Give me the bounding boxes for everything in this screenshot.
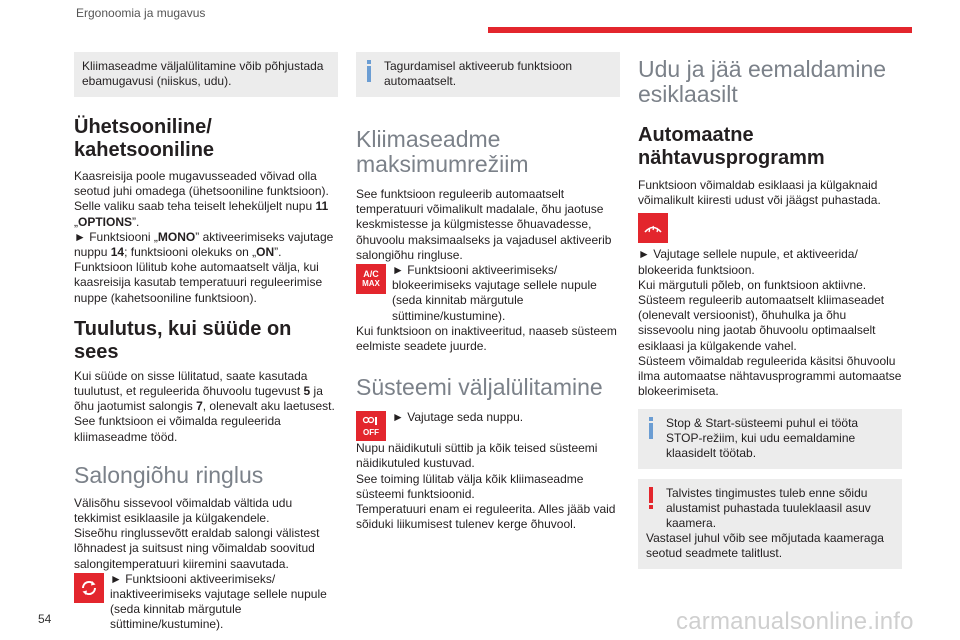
paragraph: ► Funktsiooni aktiveerimiseks/ inaktiveerimiseks vajutage sellele nupule (seda kinnitab märgutule süttimine/kustumine). [110,571,327,632]
paragraph: Kui märgutuli põleb, on funktsioon aktiivne. [638,277,867,292]
warning-icon [647,487,655,509]
ac-max-icon: A/C MAX [356,264,386,294]
climate-off-icon: OFF [356,411,386,441]
section-title: Kliimaseadme maksimumrežiim [356,126,529,177]
paragraph: See toiming lülitab välja kõik kliimaseadme süsteemi funktsioonid. [356,471,584,501]
section-title: Automaatne nähtavusprogramm [638,124,825,169]
column-2 [356,52,620,532]
info-icon [365,60,373,82]
recirculation-icon [74,573,104,603]
paragraph: Nupu näidikutuli süttib ja kõik teised süsteemi näidikutuled kustuvad. [356,441,598,471]
section-title: Süsteemi väljalülitamine [356,374,603,401]
header-accent-bar [488,27,912,33]
note-text: Vastasel juhul võib see mõjutada kaameraga seotud seadmete talitlust. [646,531,884,561]
section-title: Udu ja jää eemaldamine esiklaasilt [638,56,887,107]
paragraph: Kui süüde on sisse lülitatud, saate kasutada tuulutust, et reguleerida õhuvoolu tugevust 5 ja õhu jaotumist salongis 7, olenevalt aku laetusest. [74,368,335,414]
paragraph: Süsteem võimaldab reguleerida käsitsi õhuvoolu ilma automaatse nähtavusprogrammi automaatse blokeerimiseta. [638,353,902,399]
column-3 [638,52,902,569]
paragraph: See funktsioon ei võimalda reguleerida kliimaseadme tööd. [74,414,281,444]
info-note-box [638,409,902,469]
paragraph: Välisõhu sissevool võimaldab vältida udu tekkimist esiklaasile ja külgakendele. [74,495,293,526]
note-text: Talvistes tingimustes tuleb enne sõidu alustamist puhastada tuuleklaasil asuv kaamera. [666,486,871,531]
paragraph: Kaasreisija poole mugavusseaded võivad olla seotud juhi omadega (ühetsooniline funktsioon). Selle valiku saab teha teiselt leheküljelt nupu 11 „OPTIONS”. [74,169,329,229]
paragraph: Funktsioon võimaldab esiklaasi ja külgaknaid võimalikult kiiresti udust või jäägst puhastada. [638,178,881,208]
page-number: 54 [38,612,52,626]
paragraph: Funktsioon lülitub kohe automaatselt välja, kui kaasreisija kasutab temperatuuri reguleerimise nuppe (kahetsooniline funktsioon). [74,260,323,305]
info-icon [647,417,655,439]
note-text: Kliimaseadme väljalülitamine võib põhjustada ebamugavusi (niiskus, udu). [82,59,324,88]
paragraph: See funktsioon reguleerib automaatselt temperatuuri võimalikult madalale, õhu jaotuse keskmistesse ja külgmistesse õhuavadesse, õhuvoolu maksimaalseks ja vajadusel aktiveerib salongiõhu ringluse. [356,187,612,262]
paragraph: ► Vajutage seda nuppu. [392,410,524,425]
paragraph: Siseõhu ringlussevõtt eraldab salongi välistest lõhnadest ja suitsust ning võimaldab soovitud salongitemperatuuri kiiremini saavutada. [74,526,320,571]
note-text: Tagurdamisel aktiveerub funktsioon automaatselt. [384,59,573,88]
paragraph: ► Funktsiooni aktiveerimiseks/ blokeerimiseks vajutage sellele nupule (seda kinnitab märgutule süttimine/kustumine). [392,263,597,323]
paragraph: Kui funktsioon on inaktiveeritud, naaseb süsteem eelmiste seadete juurde. [356,323,617,354]
paragraph: ► Vajutage sellele nupule, et aktiveerida/ blokeerida funktsioon. [638,247,858,277]
paragraph: Süsteem reguleerib automaatselt kliimaseadet (olenevalt versioonist), õhuhulka ja õhu sissevoolu ning jaotab õhuvoolu optimaalselt esiklaasi ja külgakende vahel. [638,293,885,353]
info-note-box [356,52,620,97]
note-text: Stop & Start-süsteemi puhul ei tööta STOP-režiim, kui udu eemaldamine klaasidelt töötab. [666,416,859,461]
windscreen-defrost-icon [638,213,668,243]
section-title: Tuulutus, kui süüde on sees [74,317,292,363]
running-header: Ergonoomia ja mugavus [76,6,206,20]
section-title: Ühetsooniline/ kahetsooniline [74,116,215,161]
watermark: carmanualsonline.info [676,608,914,635]
paragraph: Temperatuuri enam ei reguleerita. Alles jääb vaid sõiduki liikumisest tulenev kerge õhuvool. [356,502,616,532]
note-box [74,52,338,97]
icon-row [356,410,620,441]
warning-note-box [638,479,902,569]
paragraph: ► Funktsiooni „MONO” aktiveerimiseks vajutage nuppu 14; funktsiooni olekuks on „ON”. [74,229,334,260]
icon-row [74,572,338,633]
icon-row [356,263,620,324]
section-title: Salongiõhu ringlus [74,461,264,488]
column-1 [74,52,338,633]
